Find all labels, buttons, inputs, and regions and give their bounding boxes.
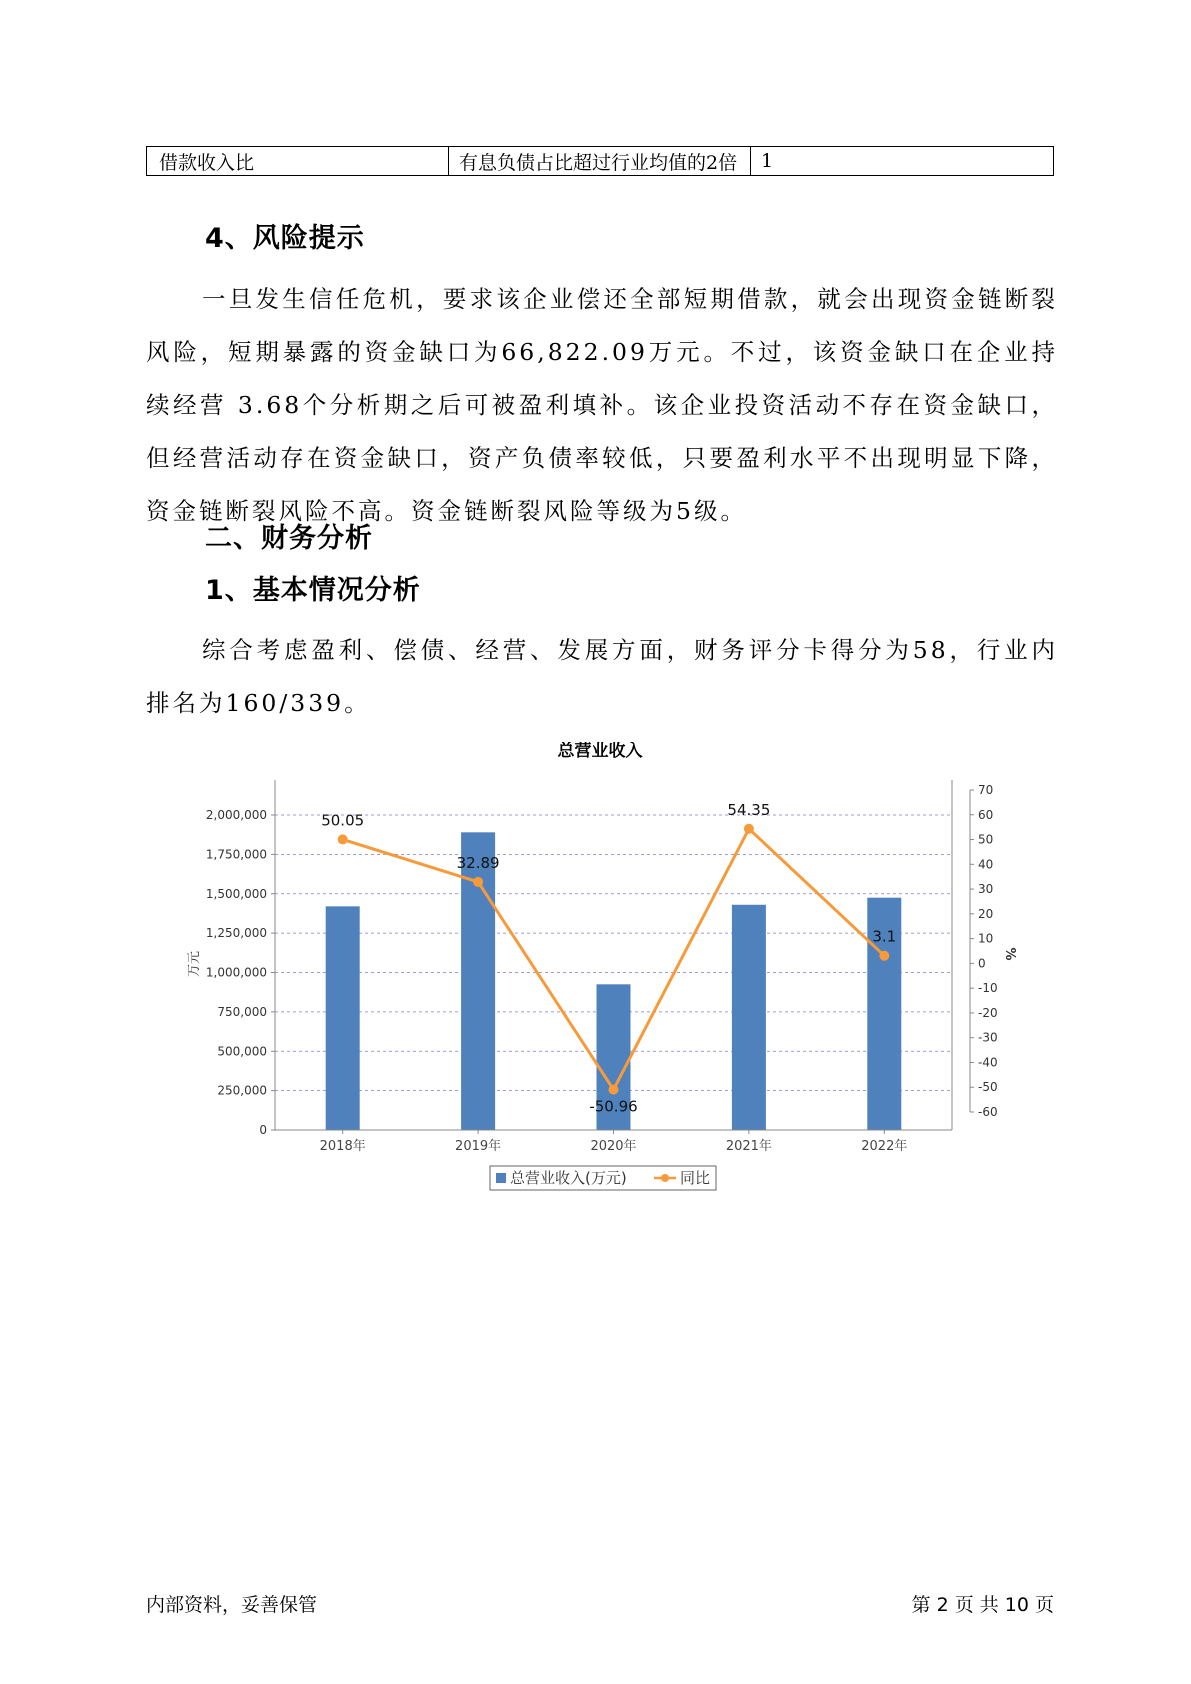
right-tick-label: -40	[978, 1055, 998, 1070]
yoy-point	[744, 824, 754, 834]
right-tick-label: 40	[978, 857, 994, 872]
table-cell-rule: 有息负债占比超过行业均值的2倍	[449, 147, 751, 175]
left-tick-label: 500,000	[217, 1044, 267, 1059]
finance-heading: 二、财务分析	[205, 523, 373, 554]
footer-page-number: 第 2 页 共 10 页	[911, 1594, 1054, 1616]
right-tick-label: 10	[978, 931, 994, 946]
y-axis-left-label: 万元	[187, 950, 202, 978]
right-tick-label: -20	[978, 1005, 998, 1020]
chart-title: 总营业收入	[557, 742, 643, 761]
basic-analysis-paragraph: 综合考虑盈利、偿债、经营、发展方面，财务评分卡得分为58，行业内排名为160/339。	[146, 636, 1058, 717]
basic-analysis-heading: 1、基本情况分析	[205, 575, 421, 606]
left-tick-label: 1,250,000	[205, 926, 267, 941]
y-axis-right-label: %	[1002, 947, 1017, 961]
left-tick-label: 2,000,000	[205, 808, 267, 822]
right-tick-label: -10	[978, 981, 998, 996]
right-tick-label: -50	[978, 1080, 998, 1095]
x-tick-label: 2021年	[725, 1139, 772, 1154]
right-tick-label: 60	[978, 807, 994, 822]
right-tick-label: 30	[978, 882, 994, 897]
revenue-bar	[732, 905, 766, 1130]
yoy-point	[879, 951, 889, 961]
x-tick-label: 2022年	[861, 1139, 908, 1154]
footer-confidential: 内部资料，妥善保管	[146, 1594, 318, 1616]
legend-line-label: 同比	[680, 1169, 711, 1187]
yoy-data-label: 54.35	[727, 800, 771, 819]
risk-paragraph: 一旦发生信任危机，要求该企业偿还全部短期借款，就会出现资金链断裂风险，短期暴露的资金缺口为66,822.09万元。不过，该资金缺口在企业持续经营 3.68个分析期之后可被盈利填补。该企业投资活动不存在资金缺口，但经营活动存在资金缺口，资产负债率较低，只要盈利水平不出现明显下降，资金链断裂风险不高。资金链断裂风险等级为5级。	[146, 285, 1058, 525]
right-tick-label: 20	[978, 906, 994, 921]
right-tick-label: 70	[978, 783, 994, 797]
left-tick-label: 1,750,000	[205, 847, 267, 862]
yoy-data-label: 32.89	[456, 853, 500, 872]
left-tick-label: 0	[259, 1123, 267, 1137]
x-tick-label: 2020年	[590, 1139, 637, 1154]
yoy-data-label: 50.05	[321, 811, 365, 830]
legend-bar-swatch	[496, 1173, 506, 1183]
legend-bar-label: 总营业收入(万元)	[510, 1169, 627, 1187]
risk-heading: 4、风险提示	[205, 223, 365, 254]
table-cell-value: 1	[761, 150, 774, 172]
revenue-bar	[326, 906, 360, 1130]
revenue-chart	[180, 742, 1040, 1202]
indicator-table-row	[146, 146, 1054, 176]
right-tick-label: 0	[978, 956, 986, 971]
right-tick-label: 50	[978, 832, 994, 847]
x-tick-label: 2018年	[319, 1139, 366, 1154]
yoy-point	[473, 877, 483, 887]
legend-line-marker	[661, 1174, 669, 1182]
yoy-point	[338, 834, 348, 844]
left-tick-label: 1,500,000	[205, 886, 267, 901]
yoy-point	[609, 1085, 619, 1095]
right-tick-label: -60	[978, 1105, 998, 1119]
chart-legend	[490, 1166, 716, 1190]
x-tick-label: 2019年	[455, 1139, 502, 1154]
left-tick-label: 1,000,000	[205, 965, 267, 980]
left-tick-label: 750,000	[217, 1004, 267, 1019]
yoy-data-label: 3.1	[872, 927, 897, 946]
table-cell-indicator: 借款收入比	[147, 147, 449, 175]
left-tick-label: 250,000	[217, 1083, 267, 1098]
yoy-data-label: -50.96	[589, 1097, 638, 1116]
right-tick-label: -30	[978, 1030, 998, 1045]
